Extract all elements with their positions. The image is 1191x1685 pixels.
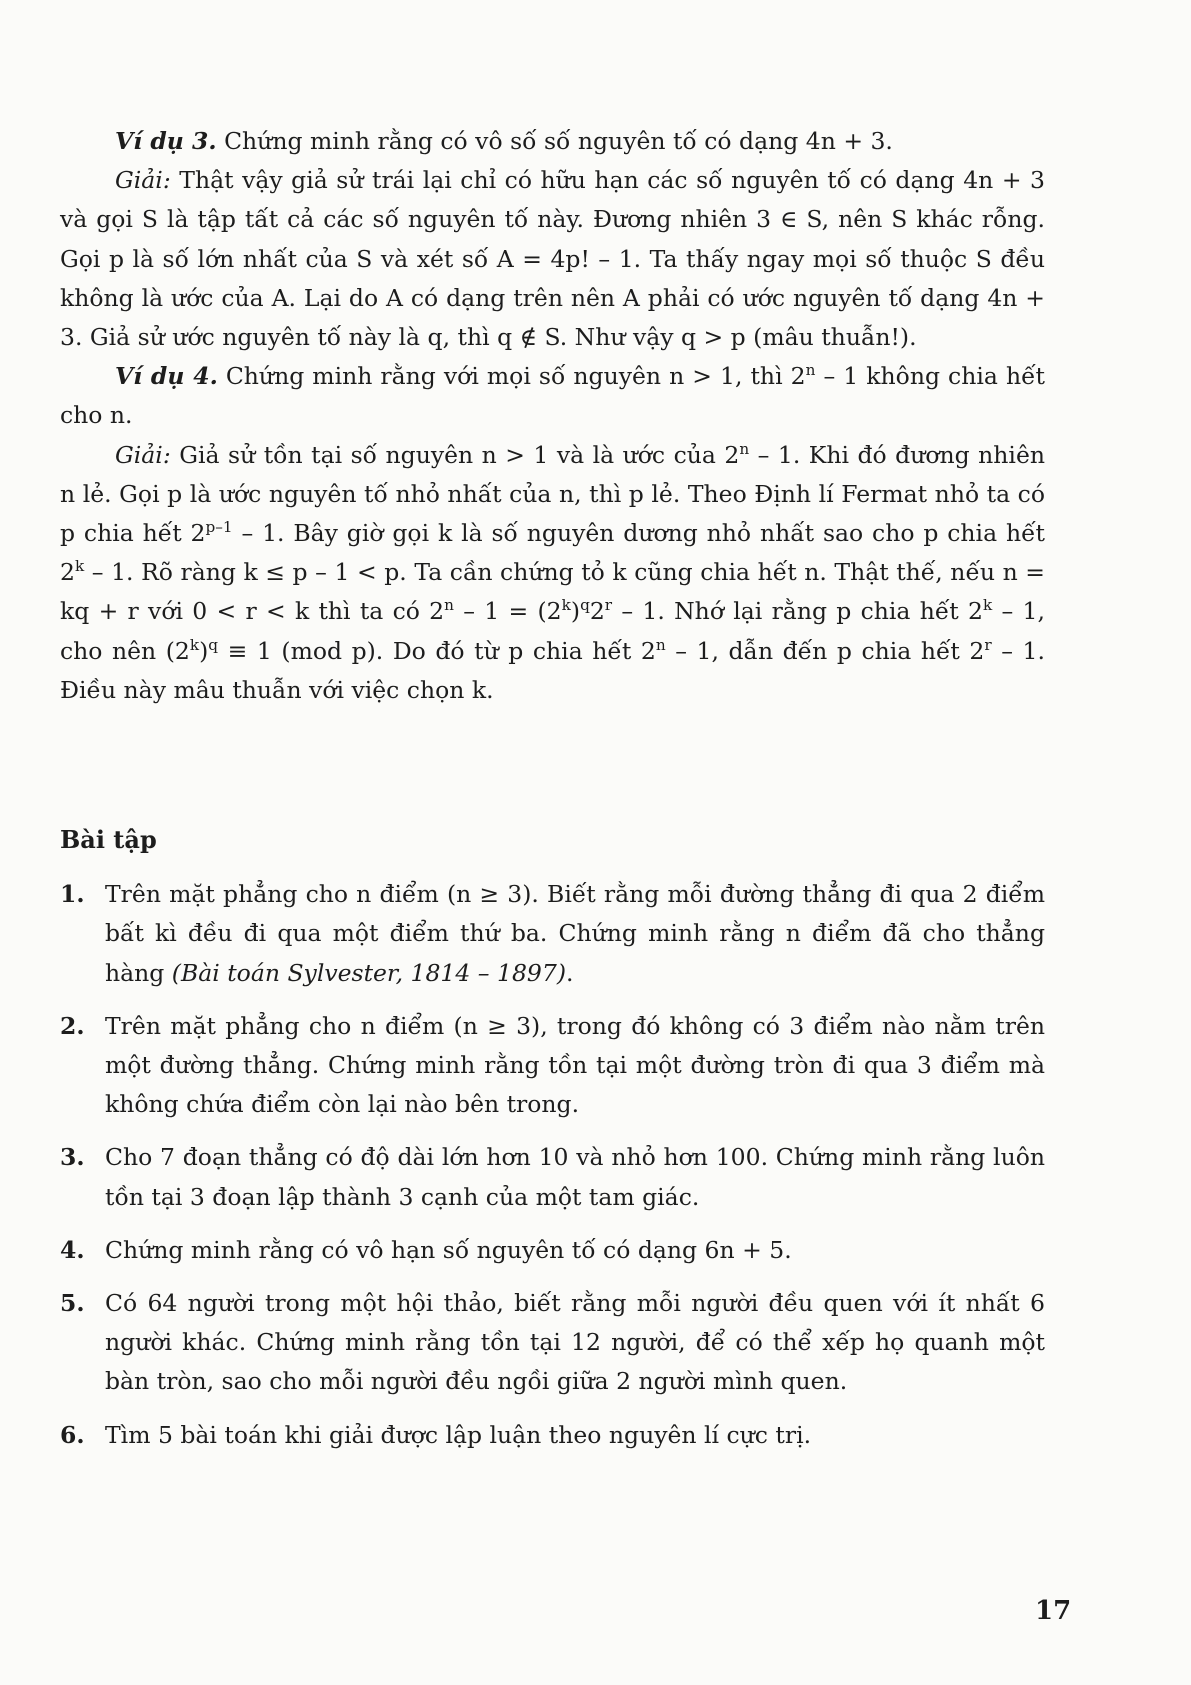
example-3-solution-text: Thật vậy giả sử trái lại chỉ có hữu hạn các số nguyên tố có dạng 4n + 3 và gọi S là tập tất cả các số nguyên tố này. Đương nhiên 3 ∈ S, nên S khác rỗng. Gọi p là số lớn nhất của S và xét số A = 4p! – 1. Ta thấy ngay mọi số thuộc S đều không là ước của A. Lại do A có dạng trên nên A phải có ước nguyên tố dạng 4n + 3. Giả sử ước nguyên tố này là q, thì q ∉ S. Như vậy q > p (mâu thuẫn!). [60, 166, 1045, 352]
exercise-item: 4. Chứng minh rằng có vô hạn số nguyên tố có dạng 6n + 5. [60, 1231, 1045, 1270]
exercise-number: 1. [60, 880, 85, 909]
example-3-solution [60, 161, 1045, 357]
example-3-label: Ví dụ 3. [115, 127, 217, 155]
exercise-number: 5. [60, 1289, 85, 1318]
exercise-item: 1. Trên mặt phẳng cho n điểm (n ≥ 3). Biết rằng mỗi đường thẳng đi qua 2 điểm bất kì đều đi qua một điểm thứ ba. Chứng minh rằng n điểm đã cho thẳng hàng (Bài toán Sylvester, 1814 – 1897). [60, 875, 1045, 993]
exercise-number: 2. [60, 1011, 85, 1040]
example-4-solution: Giải: Giả sử tồn tại số nguyên n > 1 và là ước của 2$^n$ – 1. Khi đó đương nhiên n lẻ. Gọi p là ước nguyên tố nhỏ nhất của n, thì p lẻ. Theo Định lí Fermat nhỏ ta có p chia hết 2$^{p-1}$ – 1. Bây giờ gọi k là số nguyên dương nhỏ nhất sao cho p chia hết 2$^k$ – 1. Rõ ràng k ≤ p – 1 < p. Ta cần chứng tỏ k cũng chia hết n. Thật thế, nếu n = kq + r với 0 < r < k thì ta có $2^n - 1 = (2^k)^q2^r - 1$. Nhớ lại rằng p chia hết 2$^k$ – 1, cho nên $(2^k)^q \equiv 1$ (mod p). Do đó từ p chia hết 2$^n$ – 1, dẫn đến p chia hết 2$^r$ – 1. Điều này mâu thuẫn với việc chọn k. [60, 439, 1045, 704]
example-3-text: Chứng minh rằng có vô số số nguyên tố có dạng 4n + 3. [224, 127, 893, 155]
exercise-item: 2. Trên mặt phẳng cho n điểm (n ≥ 3), trong đó không có 3 điểm nào nằm trên một đường thẳng. Chứng minh rằng tồn tại một đường tròn đi qua 3 điểm mà không chứa điểm còn lại nào bên trong. [60, 1007, 1045, 1125]
page-number: 17 [1035, 1596, 1072, 1626]
exercise-number: 3. [60, 1143, 85, 1172]
example-3-solution-label: Giải: [115, 166, 171, 195]
exercise-number: 6. [60, 1420, 85, 1449]
exercise-number: 4. [60, 1235, 85, 1264]
exercise-item: 3. Cho 7 đoạn thẳng có độ dài lớn hơn 10 và nhỏ hơn 100. Chứng minh rằng luôn tồn tại 3 đoạn lập thành 3 cạnh của một tam giác. [60, 1138, 1045, 1216]
page-content [60, 122, 1045, 1469]
exercise-item: 6. Tìm 5 bài toán khi giải được lập luận theo nguyên lí cực trị. [60, 1416, 1045, 1455]
example-4-label: Ví dụ 4. [115, 362, 218, 391]
example-4-solution-label: Giải: [115, 440, 171, 469]
example-4-statement: Ví dụ 4. Chứng minh rằng với mọi số nguyên n > 1, thì 2$^n$ – 1 không chia hết cho n. [60, 361, 1045, 430]
section-spacer [60, 710, 1045, 820]
exercise-item: 5. Có 64 người trong một hội thảo, biết rằng mỗi người đều quen với ít nhất 6 người khác. Chứng minh rằng tồn tại 12 người, để có thể xếp họ quanh một bàn tròn, sao cho mỗi người đều ngồi giữa 2 người mình quen. [60, 1284, 1045, 1402]
exercises-heading: Bài tập [60, 825, 157, 855]
example-3-statement [60, 122, 1045, 161]
